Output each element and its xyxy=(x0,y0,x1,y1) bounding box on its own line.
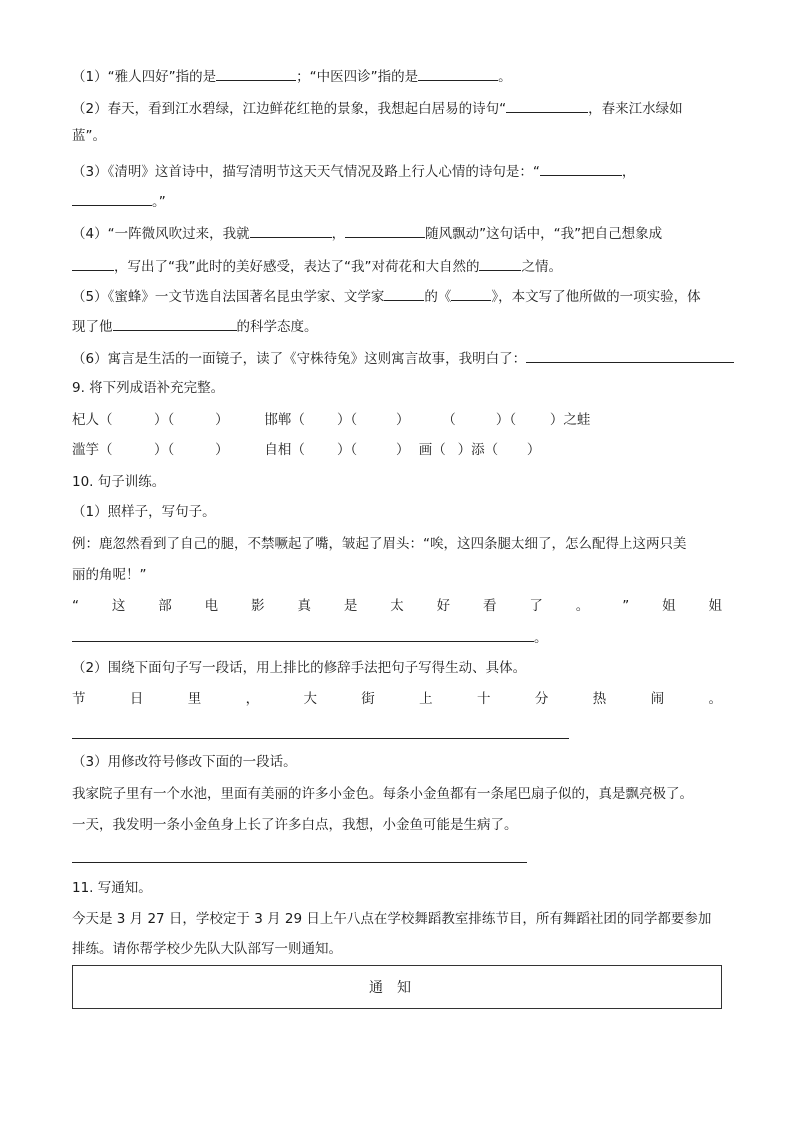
q10-example-text-a: 例：鹿忽然看到了自己的腿，不禁噘起了嘴，皱起了眉头：“唉，这四条腿太细了，怎么配得上这两只美 xyxy=(72,536,687,552)
q10-sub-2 xyxy=(72,658,526,678)
q11-title xyxy=(72,878,152,898)
q8-item-4-line-1 xyxy=(72,223,662,244)
q9-title-text: 9. 将下列成语补充完整。 xyxy=(72,380,225,396)
idiom-part[interactable]: ）（ xyxy=(495,412,517,428)
q9-idiom-row-1 xyxy=(72,410,590,430)
q8-item-4-text-b: ， xyxy=(331,226,346,242)
answer-blank[interactable] xyxy=(506,98,588,113)
q8-item-4-text-a: （4）“一阵微风吹过来，我就 xyxy=(72,226,250,242)
answer-line[interactable] xyxy=(72,862,527,863)
prompt-char: 里 xyxy=(187,691,202,707)
q11-title-text: 11. 写通知。 xyxy=(72,880,152,896)
answer-blank[interactable] xyxy=(113,316,237,331)
q11-text-line-1 xyxy=(72,909,711,929)
idiom-part[interactable]: 画（ xyxy=(418,442,446,458)
q10-paragraph-text-a: 我家院子里有一个水池，里面有美丽的许多小金色。每条小金鱼都有一条尾巴扇子似的，真是飘亮极了。 xyxy=(72,786,693,802)
prompt-char: 看 xyxy=(483,598,497,614)
q10-answer-line-1 xyxy=(72,627,548,648)
answer-blank[interactable] xyxy=(72,256,114,271)
q8-item-2-line-1 xyxy=(72,98,683,119)
q10-sub-3-text: （3）用修改符号修改下面的一段话。 xyxy=(72,754,297,770)
prompt-char: 十 xyxy=(477,691,491,707)
q11-text-a: 今天是 3 月 27 日，学校定于 3 月 29 日上午八点在学校舞蹈教室排练节目，所有舞蹈社团的同学都要参加 xyxy=(72,911,712,927)
idiom-part[interactable]: ）添（ xyxy=(457,442,499,458)
idiom-part: 滥竽（ xyxy=(72,442,113,458)
idiom-part: ）之蛙 xyxy=(549,412,591,428)
q10-answer-end: 。 xyxy=(534,630,548,646)
q8-item-3-line-2 xyxy=(72,191,166,212)
q8-item-6 xyxy=(72,348,734,369)
q8-item-5-text-a: （5）《蜜蜂》一文节选自法国著名昆虫学家、文学家 xyxy=(72,289,385,305)
q9-title xyxy=(72,378,224,398)
q10-paragraph-text-b: 一天，我发明一条小金鱼身上长了许多白点，我想，小金鱼可能是生病了。 xyxy=(72,817,518,833)
prompt-char: 日 xyxy=(129,691,144,707)
prompt-char: 。 xyxy=(575,598,590,614)
q8-item-4-line-2 xyxy=(72,256,562,277)
answer-blank[interactable] xyxy=(479,256,521,271)
idiom-part[interactable]: ） xyxy=(215,412,229,428)
prompt-char: 闹 xyxy=(650,691,665,707)
q8-item-5-text-b: 的《 xyxy=(424,289,452,305)
answer-blank[interactable] xyxy=(216,66,296,81)
answer-blank[interactable] xyxy=(540,161,622,176)
answer-blank[interactable] xyxy=(526,348,734,363)
idiom-part[interactable]: ）（ xyxy=(336,412,358,428)
prompt-char: 姐 xyxy=(708,598,722,614)
q9-idiom-row-2 xyxy=(72,440,540,460)
prompt-char: 部 xyxy=(158,598,172,614)
q11-text-line-2 xyxy=(72,939,342,959)
idiom-part: 杞人（ xyxy=(72,412,113,428)
q8-item-4-text-d: ，写出了“我”此时的美好感受，表达了“我”对荷花和大自然的 xyxy=(114,259,480,275)
q10-prompt-1 xyxy=(72,596,722,616)
q8-item-1-text-a: （1）“雅人四好”指的是 xyxy=(72,69,217,85)
q10-example-text-b: 丽的角呢！” xyxy=(72,567,147,583)
prompt-char: 真 xyxy=(297,598,311,614)
prompt-char: “ xyxy=(72,598,79,614)
idiom-part[interactable]: ）（ xyxy=(336,442,358,458)
answer-blank[interactable] xyxy=(384,286,424,301)
prompt-char: 大 xyxy=(303,691,317,707)
prompt-char: 。 xyxy=(708,691,722,707)
prompt-char: 上 xyxy=(419,691,433,707)
q8-item-5-text-c: 》，本文写了他所做的一项实验，体 xyxy=(491,289,701,305)
q8-item-6-text-a: （6）寓言是生活的一面镜子，读了《守株待兔》这则寓言故事，我明白了： xyxy=(72,351,527,367)
q10-sub-3 xyxy=(72,752,297,772)
prompt-char: 电 xyxy=(204,598,219,614)
q8-item-5-text-d: 现了他 xyxy=(72,319,113,335)
prompt-char: 街 xyxy=(361,691,375,707)
idiom-part[interactable]: ） xyxy=(395,442,410,458)
answer-blank[interactable] xyxy=(451,286,491,301)
prompt-char: 节 xyxy=(72,691,86,707)
q8-item-5-line-2 xyxy=(72,316,318,337)
answer-blank[interactable] xyxy=(418,66,498,81)
notice-title: 通知 xyxy=(369,980,425,996)
prompt-char: 姐 xyxy=(662,598,676,614)
idiom-part[interactable]: ） xyxy=(215,442,229,458)
q8-item-1 xyxy=(72,66,512,87)
idiom-part[interactable]: ） xyxy=(526,442,541,458)
q8-item-5-text-e: 的科学态度。 xyxy=(236,319,318,335)
prompt-char: 了 xyxy=(529,598,543,614)
prompt-char: 影 xyxy=(251,598,265,614)
q10-sub-2-text: （2）围绕下面句子写一段话，用上排比的修辞手法把句子写得生动、具体。 xyxy=(72,660,527,676)
prompt-char: 太 xyxy=(390,598,404,614)
q8-item-2-text-b: ，春来江水绿如 xyxy=(588,101,683,117)
answer-line[interactable] xyxy=(72,738,569,739)
q8-item-3-text-b: ， xyxy=(621,164,636,180)
idiom-part: 自相（ xyxy=(264,442,305,458)
prompt-char: ， xyxy=(245,691,260,707)
idiom-part[interactable]: ）（ xyxy=(154,442,175,458)
answer-blank[interactable] xyxy=(72,627,534,642)
idiom-part[interactable]: ） xyxy=(395,412,410,428)
q8-item-3-text-c: 。” xyxy=(152,194,166,210)
q8-item-1-text-c: 。 xyxy=(498,69,512,85)
q10-example-line-1 xyxy=(72,534,687,554)
answer-blank[interactable] xyxy=(345,223,425,238)
q8-item-2-line-2 xyxy=(72,126,106,146)
q8-item-4-text-e: 之情。 xyxy=(521,259,562,275)
q10-prompt-2 xyxy=(72,689,722,709)
idiom-part[interactable]: ）（ xyxy=(154,412,175,428)
q8-item-2-text-a: （2）春天，看到江水碧绿，江边鲜花红艳的景象，我想起白居易的诗句“ xyxy=(72,101,507,117)
q10-example-line-2 xyxy=(72,565,147,585)
prompt-char: 这 xyxy=(111,598,126,614)
prompt-char: ” xyxy=(622,598,630,614)
q10-title-text: 10. 句子训练。 xyxy=(72,474,166,490)
q10-paragraph-line-2 xyxy=(72,815,518,835)
q11-text-b: 排练。请你帮学校少先队大队部写一则通知。 xyxy=(72,941,342,957)
prompt-char: 好 xyxy=(436,598,451,614)
answer-blank[interactable] xyxy=(72,191,152,206)
prompt-char: 热 xyxy=(592,691,607,707)
q8-item-2-text-c: 蓝”。 xyxy=(72,128,106,144)
q10-title xyxy=(72,472,165,492)
q10-paragraph-line-1 xyxy=(72,784,693,804)
q10-sub-1 xyxy=(72,502,216,522)
q8-item-3-line-1 xyxy=(72,161,635,182)
idiom-part[interactable]: （ xyxy=(442,412,456,428)
prompt-char: 是 xyxy=(343,598,358,614)
q8-item-3-text-a: （3）《清明》这首诗中，描写清明节这天天气情况及路上行人心情的诗句是：“ xyxy=(72,164,540,180)
q8-item-5-line-1 xyxy=(72,286,701,307)
answer-blank[interactable] xyxy=(250,223,332,238)
prompt-char: 分 xyxy=(534,691,549,707)
idiom-part: 邯郸（ xyxy=(264,412,305,428)
q8-item-1-text-b: ；“中医四诊”指的是 xyxy=(296,69,419,85)
q10-sub-1-text: （1）照样子，写句子。 xyxy=(72,504,216,520)
q8-item-4-text-c: 随风飘动”这句话中，“我”把自己想象成 xyxy=(425,226,663,242)
notice-box[interactable] xyxy=(72,965,722,1009)
